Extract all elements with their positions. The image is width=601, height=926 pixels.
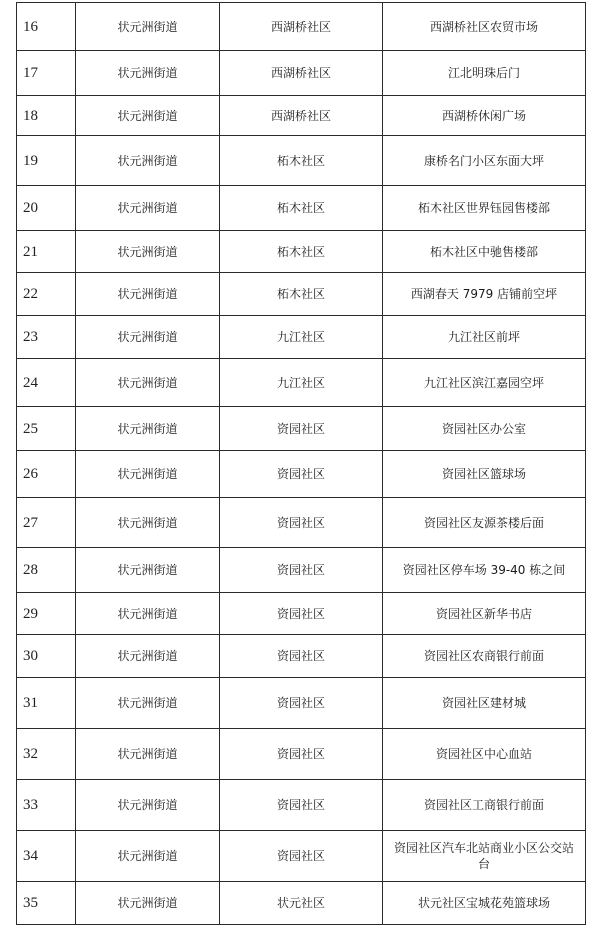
street-cell: 状元洲街道 [76, 96, 220, 136]
row-number: 28 [17, 548, 76, 593]
row-number: 16 [17, 3, 76, 51]
location-cell: 资园社区篮球场 [383, 451, 586, 498]
location-cell: 九江社区前坪 [383, 316, 586, 359]
location-cell: 资园社区停车场 39-40 栋之间 [383, 548, 586, 593]
community-cell: 柘木社区 [220, 186, 383, 231]
row-number: 31 [17, 678, 76, 729]
row-number: 18 [17, 96, 76, 136]
location-cell: 状元社区宝城花苑篮球场 [383, 882, 586, 925]
location-cell: 江北明珠后门 [383, 51, 586, 96]
community-cell: 状元社区 [220, 882, 383, 925]
community-cell: 西湖桥社区 [220, 51, 383, 96]
table-row [17, 51, 586, 96]
table-row [17, 359, 586, 407]
table-row [17, 548, 586, 593]
community-cell: 资园社区 [220, 678, 383, 729]
street-cell: 状元洲街道 [76, 451, 220, 498]
table-row [17, 882, 586, 925]
table-row [17, 831, 586, 882]
community-cell: 资园社区 [220, 635, 383, 678]
table-row [17, 186, 586, 231]
location-table [16, 2, 586, 925]
street-cell: 状元洲街道 [76, 3, 220, 51]
street-cell: 状元洲街道 [76, 780, 220, 831]
street-cell: 状元洲街道 [76, 186, 220, 231]
location-cell: 柘木社区世界钰园售楼部 [383, 186, 586, 231]
location-cell: 资园社区新华书店 [383, 593, 586, 635]
table-row [17, 498, 586, 548]
street-cell: 状元洲街道 [76, 359, 220, 407]
table-row [17, 273, 586, 316]
location-cell: 西湖桥休闲广场 [383, 96, 586, 136]
community-cell: 资园社区 [220, 498, 383, 548]
street-cell: 状元洲街道 [76, 593, 220, 635]
location-cell: 资园社区建材城 [383, 678, 586, 729]
row-number: 20 [17, 186, 76, 231]
table-row [17, 451, 586, 498]
row-number: 23 [17, 316, 76, 359]
community-cell: 柘木社区 [220, 231, 383, 273]
table-row [17, 729, 586, 780]
street-cell: 状元洲街道 [76, 51, 220, 96]
row-number: 34 [17, 831, 76, 882]
table-row [17, 593, 586, 635]
community-cell: 资园社区 [220, 593, 383, 635]
table-row [17, 407, 586, 451]
table-row [17, 678, 586, 729]
row-number: 17 [17, 51, 76, 96]
row-number: 24 [17, 359, 76, 407]
location-cell: 九江社区滨江嘉园空坪 [383, 359, 586, 407]
street-cell: 状元洲街道 [76, 729, 220, 780]
community-cell: 资园社区 [220, 548, 383, 593]
location-cell: 资园社区友源茶楼后面 [383, 498, 586, 548]
street-cell: 状元洲街道 [76, 498, 220, 548]
street-cell: 状元洲街道 [76, 136, 220, 186]
table-row [17, 635, 586, 678]
row-number: 21 [17, 231, 76, 273]
row-number: 33 [17, 780, 76, 831]
table-row [17, 231, 586, 273]
location-cell: 柘木社区中驰售楼部 [383, 231, 586, 273]
location-cell: 西湖春天 7979 店铺前空坪 [383, 273, 586, 316]
street-cell: 状元洲街道 [76, 231, 220, 273]
row-number: 29 [17, 593, 76, 635]
location-cell: 资园社区农商银行前面 [383, 635, 586, 678]
row-number: 30 [17, 635, 76, 678]
community-cell: 资园社区 [220, 451, 383, 498]
community-cell: 资园社区 [220, 831, 383, 882]
location-cell: 康桥名门小区东面大坪 [383, 136, 586, 186]
street-cell: 状元洲街道 [76, 635, 220, 678]
street-cell: 状元洲街道 [76, 548, 220, 593]
community-cell: 西湖桥社区 [220, 96, 383, 136]
community-cell: 柘木社区 [220, 273, 383, 316]
community-cell: 西湖桥社区 [220, 3, 383, 51]
community-cell: 九江社区 [220, 359, 383, 407]
table-row [17, 316, 586, 359]
location-cell: 资园社区汽车北站商业小区公交站台 [383, 831, 586, 882]
row-number: 19 [17, 136, 76, 186]
street-cell: 状元洲街道 [76, 831, 220, 882]
community-cell: 资园社区 [220, 407, 383, 451]
community-cell: 九江社区 [220, 316, 383, 359]
table-row [17, 96, 586, 136]
street-cell: 状元洲街道 [76, 316, 220, 359]
row-number: 35 [17, 882, 76, 925]
street-cell: 状元洲街道 [76, 678, 220, 729]
row-number: 32 [17, 729, 76, 780]
table-row [17, 780, 586, 831]
location-cell: 西湖桥社区农贸市场 [383, 3, 586, 51]
community-cell: 资园社区 [220, 729, 383, 780]
row-number: 25 [17, 407, 76, 451]
location-cell: 资园社区工商银行前面 [383, 780, 586, 831]
row-number: 27 [17, 498, 76, 548]
table-row [17, 136, 586, 186]
street-cell: 状元洲街道 [76, 882, 220, 925]
location-cell: 资园社区办公室 [383, 407, 586, 451]
street-cell: 状元洲街道 [76, 273, 220, 316]
row-number: 26 [17, 451, 76, 498]
community-cell: 资园社区 [220, 780, 383, 831]
row-number: 22 [17, 273, 76, 316]
table-row [17, 3, 586, 51]
street-cell: 状元洲街道 [76, 407, 220, 451]
community-cell: 柘木社区 [220, 136, 383, 186]
location-cell: 资园社区中心血站 [383, 729, 586, 780]
